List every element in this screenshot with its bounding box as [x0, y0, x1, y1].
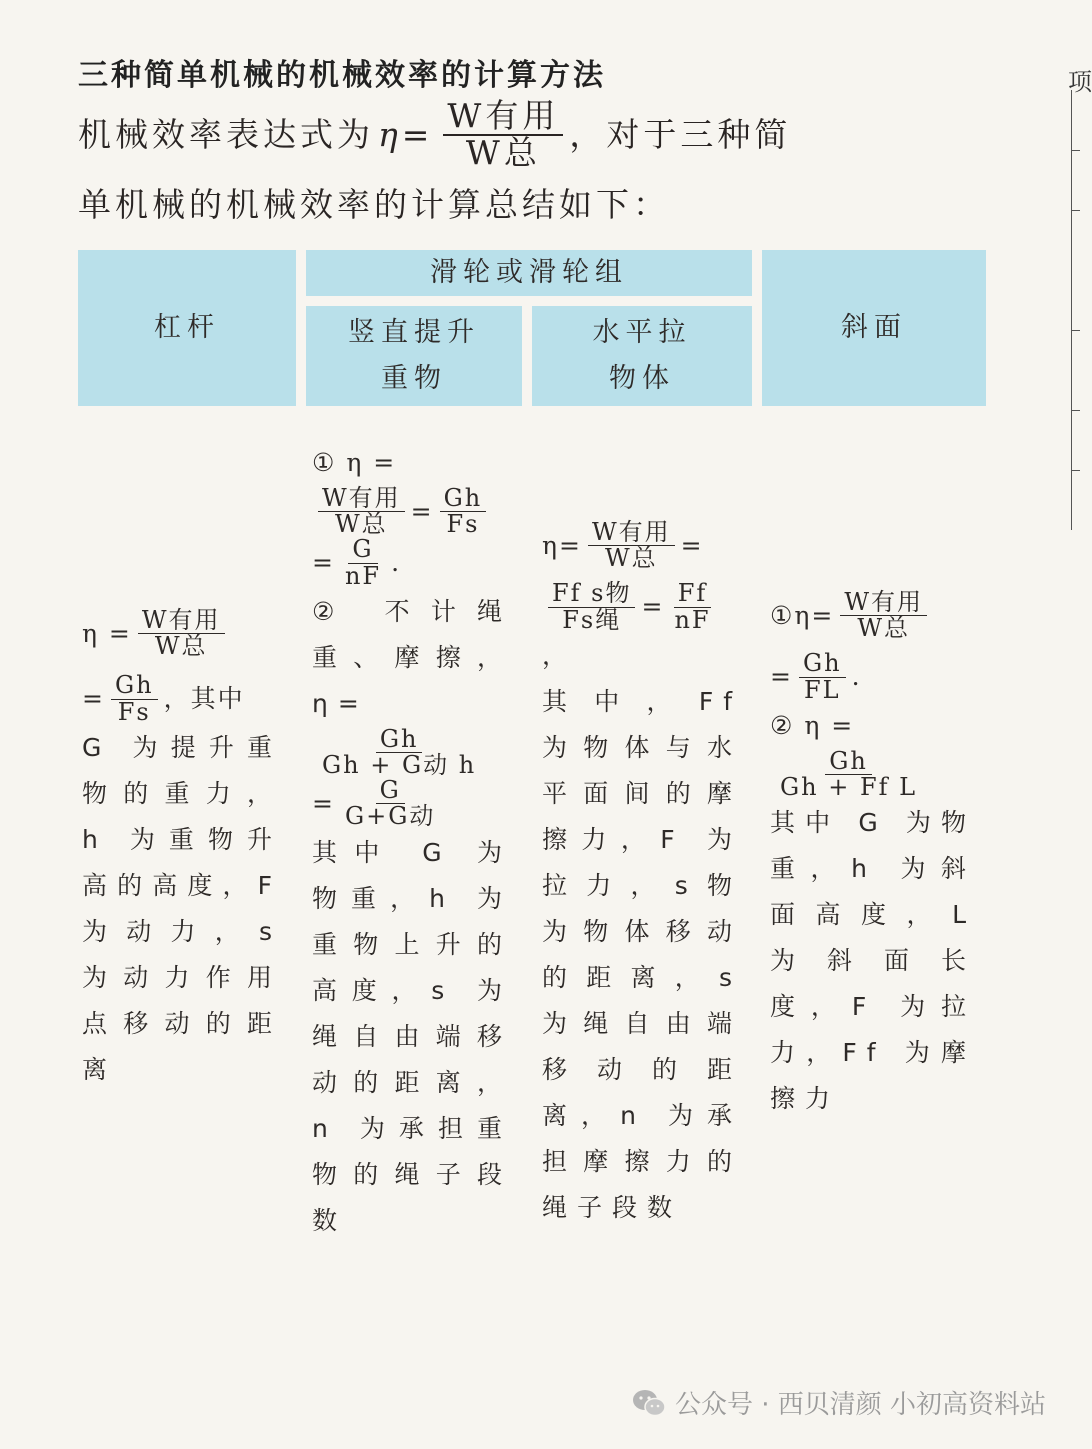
vertical-formula-1	[312, 486, 512, 537]
horizontal-formula-1	[542, 520, 742, 571]
incline-frac-b-den: FL	[803, 675, 841, 704]
vertical-formula-2b	[312, 778, 512, 829]
edge-table-fragment	[1071, 90, 1080, 530]
edge-tick	[1072, 210, 1080, 211]
vertical-column	[312, 440, 512, 1244]
horizontal-eq-b: =	[680, 530, 704, 560]
page-title: 三种简单机械的机械效率的计算方法	[78, 58, 606, 93]
lever-frac-2-num: Gh	[111, 673, 158, 699]
incline-frac-a	[840, 590, 927, 641]
incline-frac-a-num: W有用	[840, 590, 927, 616]
incline-description: 其中 G 为物重，h 为斜面高度，L 为斜面长度，F 为拉力，Ff 为摩擦力	[770, 808, 976, 1114]
vertical-frac-d-den: Gh + G动 h	[322, 750, 477, 779]
intro-fraction	[443, 96, 563, 172]
lever-frac-1-num: W有用	[138, 608, 225, 634]
intro-paragraph	[78, 96, 988, 240]
header-vertical: 竖直提升重物	[306, 306, 522, 406]
horizontal-comma: ，	[542, 640, 570, 670]
header-incline: 斜面	[762, 250, 986, 406]
header-lever: 杠杆	[78, 250, 296, 406]
lever-column	[82, 608, 282, 1093]
vertical-frac-e	[341, 778, 439, 829]
vertical-description: 其中 G 为物重，h 为重物上升的高度，s 为绳自由端移动的距离，n 为承担重物的绳子段数	[312, 837, 512, 1235]
lever-suffix: ，其中	[163, 684, 245, 714]
incline-column	[770, 590, 976, 1122]
vertical-eq-e: =	[312, 788, 335, 818]
watermark-text: 公众号 · 西贝清颜 小初高资料站	[674, 1390, 1046, 1420]
horizontal-frac-a	[588, 520, 675, 571]
incline-f2-label: ② η =	[770, 710, 855, 740]
lever-eq: =	[82, 684, 105, 714]
intro-prefix: 机械效率表达式为	[78, 115, 374, 154]
vertical-frac-b-den: Fs	[446, 510, 480, 539]
vertical-frac-c	[341, 537, 385, 588]
horizontal-eta: η=	[542, 530, 582, 560]
incline-frac-c-den: Gh + Ff L	[780, 772, 918, 801]
intro-line-1	[78, 96, 988, 172]
incline-formula-1	[770, 590, 976, 641]
incline-frac-a-den: W总	[857, 614, 911, 643]
lever-formula-2	[82, 673, 282, 724]
watermark	[631, 1384, 1046, 1421]
vertical-frac-b-num: Gh	[440, 486, 487, 512]
horizontal-frac-b-den: Fs绳	[562, 605, 622, 634]
intro-frac-num: W有用	[443, 99, 563, 136]
lever-frac-2	[111, 673, 158, 724]
intro-line-2: 单机械的机械效率的计算总结如下：	[78, 185, 670, 224]
horizontal-frac-c-den: nF	[674, 605, 711, 634]
incline-frac-b-num: Gh	[799, 651, 846, 677]
horizontal-frac-c	[670, 581, 714, 632]
horizontal-formula-2	[542, 581, 742, 678]
incline-frac-c-num: Gh	[825, 749, 872, 775]
wechat-icon	[631, 1388, 667, 1418]
incline-eq-b: =	[770, 662, 793, 692]
vertical-frac-a-num: W有用	[318, 486, 405, 512]
vertical-formula-1b	[312, 537, 512, 588]
horizontal-frac-c-num: Ff	[674, 581, 712, 607]
incline-dot: .	[851, 662, 862, 692]
lever-formula-1	[82, 608, 282, 659]
vertical-frac-d	[318, 724, 480, 779]
lever-frac-2-den: Fs	[117, 697, 151, 726]
header-horizontal: 水平拉物体	[532, 306, 752, 406]
horizontal-frac-a-num: W有用	[588, 520, 675, 546]
vertical-frac-c-num: G	[348, 537, 377, 563]
horizontal-frac-a-den: W总	[604, 544, 658, 573]
vertical-frac-a	[318, 486, 405, 537]
incline-formula-1b	[770, 651, 976, 702]
lever-frac-1	[138, 608, 225, 659]
vertical-formula-2	[312, 724, 512, 779]
vertical-frac-b	[440, 486, 487, 537]
vertical-eq-a: =	[410, 496, 434, 526]
vertical-formula-1-label: ① η =	[312, 448, 397, 477]
horizontal-frac-b	[548, 581, 635, 632]
intro-suffix: ，对于三种简	[569, 115, 792, 154]
vertical-frac-d-num: Gh	[376, 727, 423, 753]
lever-description: G 为提升重物的重力，h 为重物升高的高度，F 为动力，s 为动力作用点移动的距离	[82, 732, 282, 1084]
incline-f1-label: ①η=	[770, 600, 835, 630]
vertical-frac-c-den: nF	[344, 561, 382, 590]
vertical-frac-a-den: W总	[335, 510, 388, 539]
horizontal-description: 其中，Ff 为物体与水平面间的摩擦力，F 为拉力，s物 为物体移动的距离，s 为绳自由端移动的距离，n 为承担摩擦力的绳子段数	[542, 686, 742, 1222]
eta-symbol: η=	[378, 115, 434, 154]
incline-frac-b	[799, 651, 846, 702]
edge-fragment-char: 项	[1068, 68, 1092, 96]
lever-frac-1-den: W总	[154, 632, 208, 661]
horizontal-frac-b-num: Ff s物	[548, 581, 635, 607]
lever-eta: η =	[82, 618, 132, 648]
vertical-frac-e-den: G+G动	[344, 802, 436, 831]
edge-tick	[1072, 330, 1080, 331]
vertical-frac-e-num: G	[376, 778, 405, 804]
horizontal-eq-c: =	[641, 592, 665, 622]
vertical-eq-c: =	[312, 548, 335, 578]
edge-tick	[1072, 150, 1080, 151]
edge-tick	[1072, 410, 1080, 411]
edge-tick	[1072, 470, 1080, 471]
header-pulley-group: 滑轮或滑轮组	[306, 250, 752, 296]
incline-formula-2	[770, 746, 976, 801]
vertical-formula-2-label: ② 不计绳重、摩擦，η=	[312, 596, 512, 718]
intro-frac-den: W总	[465, 133, 541, 172]
horizontal-column	[542, 520, 742, 1231]
vertical-dot: .	[391, 548, 402, 578]
incline-frac-c	[776, 746, 921, 801]
